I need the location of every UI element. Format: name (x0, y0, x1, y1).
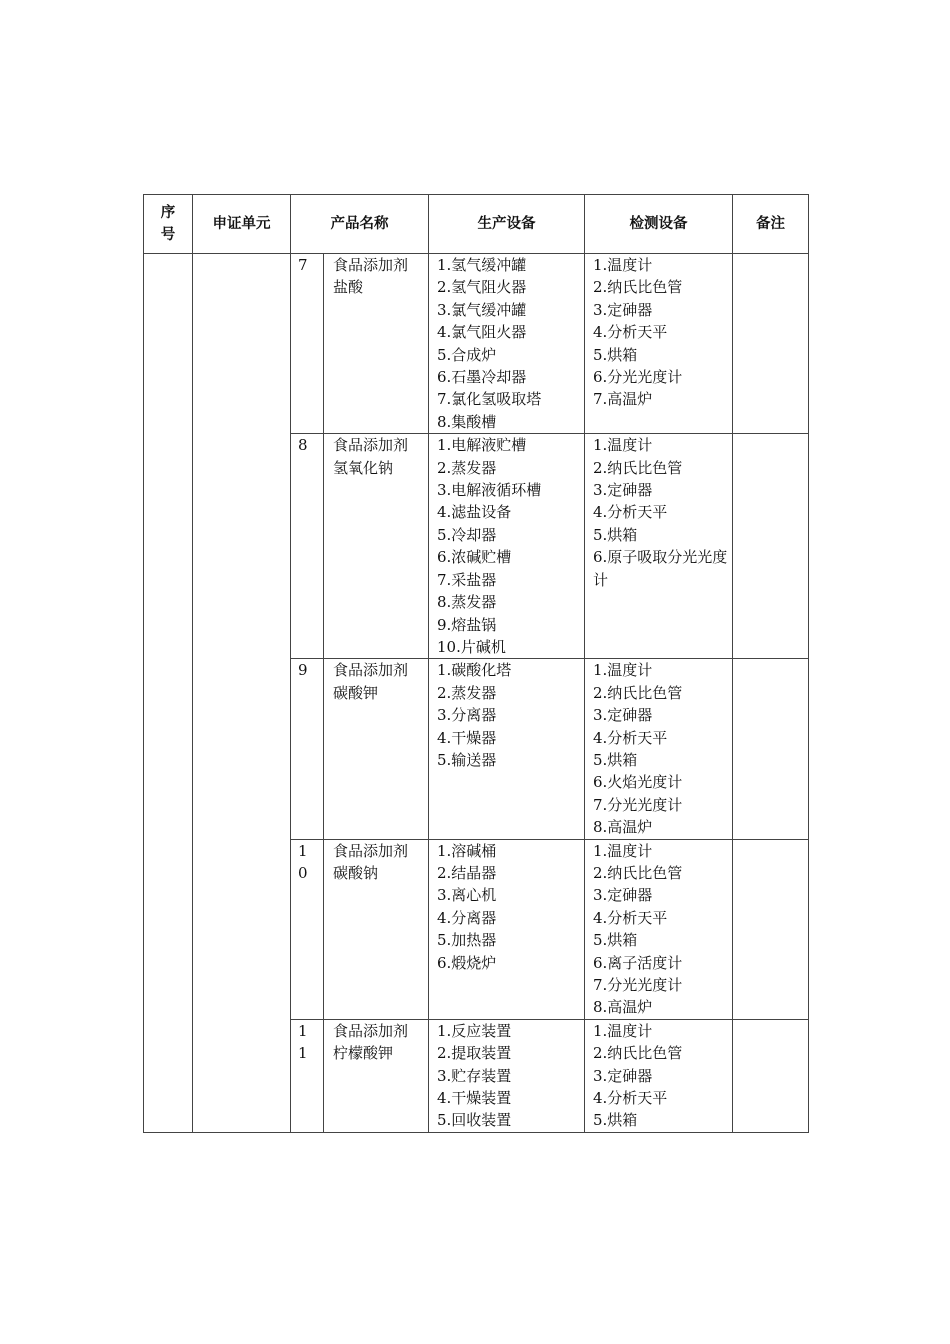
row-number-item: 1 (298, 1044, 308, 1063)
testing-equipment-item: 4.分析天平 (593, 1089, 668, 1108)
production-equipment-item: 5.输送器 (437, 750, 497, 769)
product-name-item: 氢氧化钠 (333, 458, 394, 477)
testing-equipment-item: 2.纳氏比色管 (593, 458, 683, 477)
product-name (324, 839, 429, 1019)
testing-equipment-item: 5.烘箱 (593, 1111, 638, 1130)
production-equipment-item: 2.结晶器 (437, 863, 497, 882)
production-equipment-item: 6.浓碱贮槽 (437, 548, 512, 567)
testing-equipment-item: 7.分光光度计 (593, 795, 683, 814)
testing-equipment-item: 3.定砷器 (593, 481, 653, 500)
equipment-table (143, 194, 809, 1133)
testing-equipment (585, 434, 733, 659)
testing-equipment-item: 8.高温炉 (593, 818, 653, 837)
testing-equipment-item: 1.温度计 (593, 841, 653, 860)
production-equipment-item: 3.电解液循环槽 (437, 481, 542, 500)
testing-equipment-item: 1.温度计 (593, 436, 653, 455)
production-equipment-item: 2.氢气阻火器 (437, 278, 527, 297)
product-name-item: 食品添加剂 (333, 841, 409, 860)
row-number-item: 1 (298, 841, 308, 860)
product-name-item: 柠檬酸钾 (333, 1044, 394, 1063)
production-equipment-item: 4.氯气阻火器 (437, 323, 527, 342)
testing-equipment-item: 2.纳氏比色管 (593, 683, 683, 702)
testing-equipment-item: 6.分光光度计 (593, 368, 683, 387)
testing-equipment-item: 4.分析天平 (593, 728, 668, 747)
remark-cell (733, 1019, 809, 1132)
production-equipment (429, 434, 585, 659)
production-equipment-item: 6.石墨冷却器 (437, 368, 527, 387)
product-name-item: 碳酸钠 (333, 863, 379, 882)
header-unit: 申证单元 (193, 195, 291, 254)
production-equipment-item: 5.冷却器 (437, 525, 497, 544)
product-name-item: 食品添加剂 (333, 256, 409, 274)
row-number-item: 8 (298, 436, 308, 455)
testing-equipment-item: 5.烘箱 (593, 525, 638, 544)
unit-cell (193, 254, 291, 1133)
testing-equipment (585, 1019, 733, 1132)
production-equipment-item: 1.电解液贮槽 (437, 436, 527, 455)
header-seq: 序 号 (144, 195, 193, 254)
testing-equipment-item: 5.烘箱 (593, 345, 638, 364)
testing-equipment-item: 5.烘箱 (593, 750, 638, 769)
header-remark: 备注 (733, 195, 809, 254)
production-equipment-item: 8.蒸发器 (437, 593, 497, 612)
production-equipment (429, 839, 585, 1019)
remark-cell (733, 839, 809, 1019)
testing-equipment-item: 2.纳氏比色管 (593, 863, 683, 882)
testing-equipment-item: 1.温度计 (593, 661, 653, 680)
production-equipment-item: 2.蒸发器 (437, 683, 497, 702)
row-number-item: 9 (298, 661, 308, 680)
seq-cell (144, 254, 193, 1133)
production-equipment-item: 2.蒸发器 (437, 458, 497, 477)
testing-equipment-item: 3.定砷器 (593, 706, 653, 725)
row-number (291, 839, 324, 1019)
production-equipment (429, 254, 585, 434)
production-equipment-item: 5.合成炉 (437, 345, 497, 364)
header-testing: 检测设备 (585, 195, 733, 254)
testing-equipment-item: 2.纳氏比色管 (593, 278, 683, 297)
testing-equipment-item: 8.高温炉 (593, 998, 653, 1017)
production-equipment-item: 3.贮存装置 (437, 1066, 512, 1085)
testing-equipment (585, 839, 733, 1019)
testing-equipment-item: 5.烘箱 (593, 931, 638, 950)
production-equipment-item: 8.集酸槽 (437, 412, 497, 431)
production-equipment-item: 7.采盐器 (437, 570, 497, 589)
product-name-item: 碳酸钾 (333, 683, 379, 702)
production-equipment-item: 5.加热器 (437, 931, 497, 950)
production-equipment-item: 3.氯气缓冲罐 (437, 300, 527, 319)
production-equipment-item: 4.分离器 (437, 908, 497, 927)
remark-cell (733, 254, 809, 434)
testing-equipment-item: 3.定砷器 (593, 886, 653, 905)
row-number (291, 254, 324, 434)
row-number (291, 434, 324, 659)
product-name-item: 食品添加剂 (333, 661, 409, 680)
testing-equipment-item: 6.离子活度计 (593, 953, 683, 972)
testing-equipment-item: 1.温度计 (593, 1021, 653, 1040)
production-equipment-item: 4.干燥器 (437, 728, 497, 747)
production-equipment-item: 1.反应装置 (437, 1021, 512, 1040)
product-name (324, 659, 429, 839)
production-equipment-item: 3.分离器 (437, 706, 497, 725)
production-equipment-item: 1.溶碱桶 (437, 841, 497, 860)
product-name-item: 食品添加剂 (333, 436, 409, 455)
row-number-item: 7 (298, 256, 308, 274)
row-number (291, 659, 324, 839)
production-equipment (429, 659, 585, 839)
product-name (324, 1019, 429, 1132)
production-equipment-item: 1.氢气缓冲罐 (437, 256, 527, 274)
production-equipment-item: 1.碳酸化塔 (437, 661, 512, 680)
product-name-item: 食品添加剂 (333, 1021, 409, 1040)
product-name (324, 254, 429, 434)
testing-equipment-item: 6.火焰光度计 (593, 773, 683, 792)
remark-cell (733, 659, 809, 839)
product-name-item: 盐酸 (333, 278, 364, 297)
production-equipment-item: 2.提取装置 (437, 1044, 512, 1063)
production-equipment-item: 6.煅烧炉 (437, 953, 497, 972)
header-product: 产品名称 (291, 195, 429, 254)
row-number (291, 1019, 324, 1132)
production-equipment-item: 7.氯化氢吸取塔 (437, 390, 542, 409)
product-name (324, 434, 429, 659)
remark-cell (733, 434, 809, 659)
testing-equipment-item: 7.分光光度计 (593, 976, 683, 994)
testing-equipment-item: 2.纳氏比色管 (593, 1044, 683, 1063)
testing-equipment-item: 3.定砷器 (593, 1066, 653, 1085)
testing-equipment-item: 7.高温炉 (593, 390, 653, 409)
row-number-item: 1 (298, 1021, 308, 1040)
production-equipment-item: 3.离心机 (437, 886, 497, 905)
header-row (144, 195, 809, 254)
production-equipment-item: 9.熔盐锅 (437, 615, 497, 634)
production-equipment (429, 1019, 585, 1132)
testing-equipment-item: 4.分析天平 (593, 908, 668, 927)
testing-equipment-item: 4.分析天平 (593, 323, 668, 342)
header-production: 生产设备 (429, 195, 585, 254)
testing-equipment (585, 659, 733, 839)
production-equipment-item: 4.滤盐设备 (437, 503, 512, 522)
testing-equipment-item: 1.温度计 (593, 256, 653, 274)
testing-equipment (585, 254, 733, 434)
production-equipment-item: 5.回收装置 (437, 1111, 512, 1130)
production-equipment-item: 4.干燥装置 (437, 1089, 512, 1108)
testing-equipment-item: 3.定砷器 (593, 300, 653, 319)
table-row (144, 254, 809, 434)
row-number-item: 0 (298, 863, 308, 882)
testing-equipment-item: 6.原子吸取分光光度计 (593, 548, 728, 589)
testing-equipment-item: 4.分析天平 (593, 503, 668, 522)
production-equipment-item: 10.片碱机 (437, 637, 506, 656)
